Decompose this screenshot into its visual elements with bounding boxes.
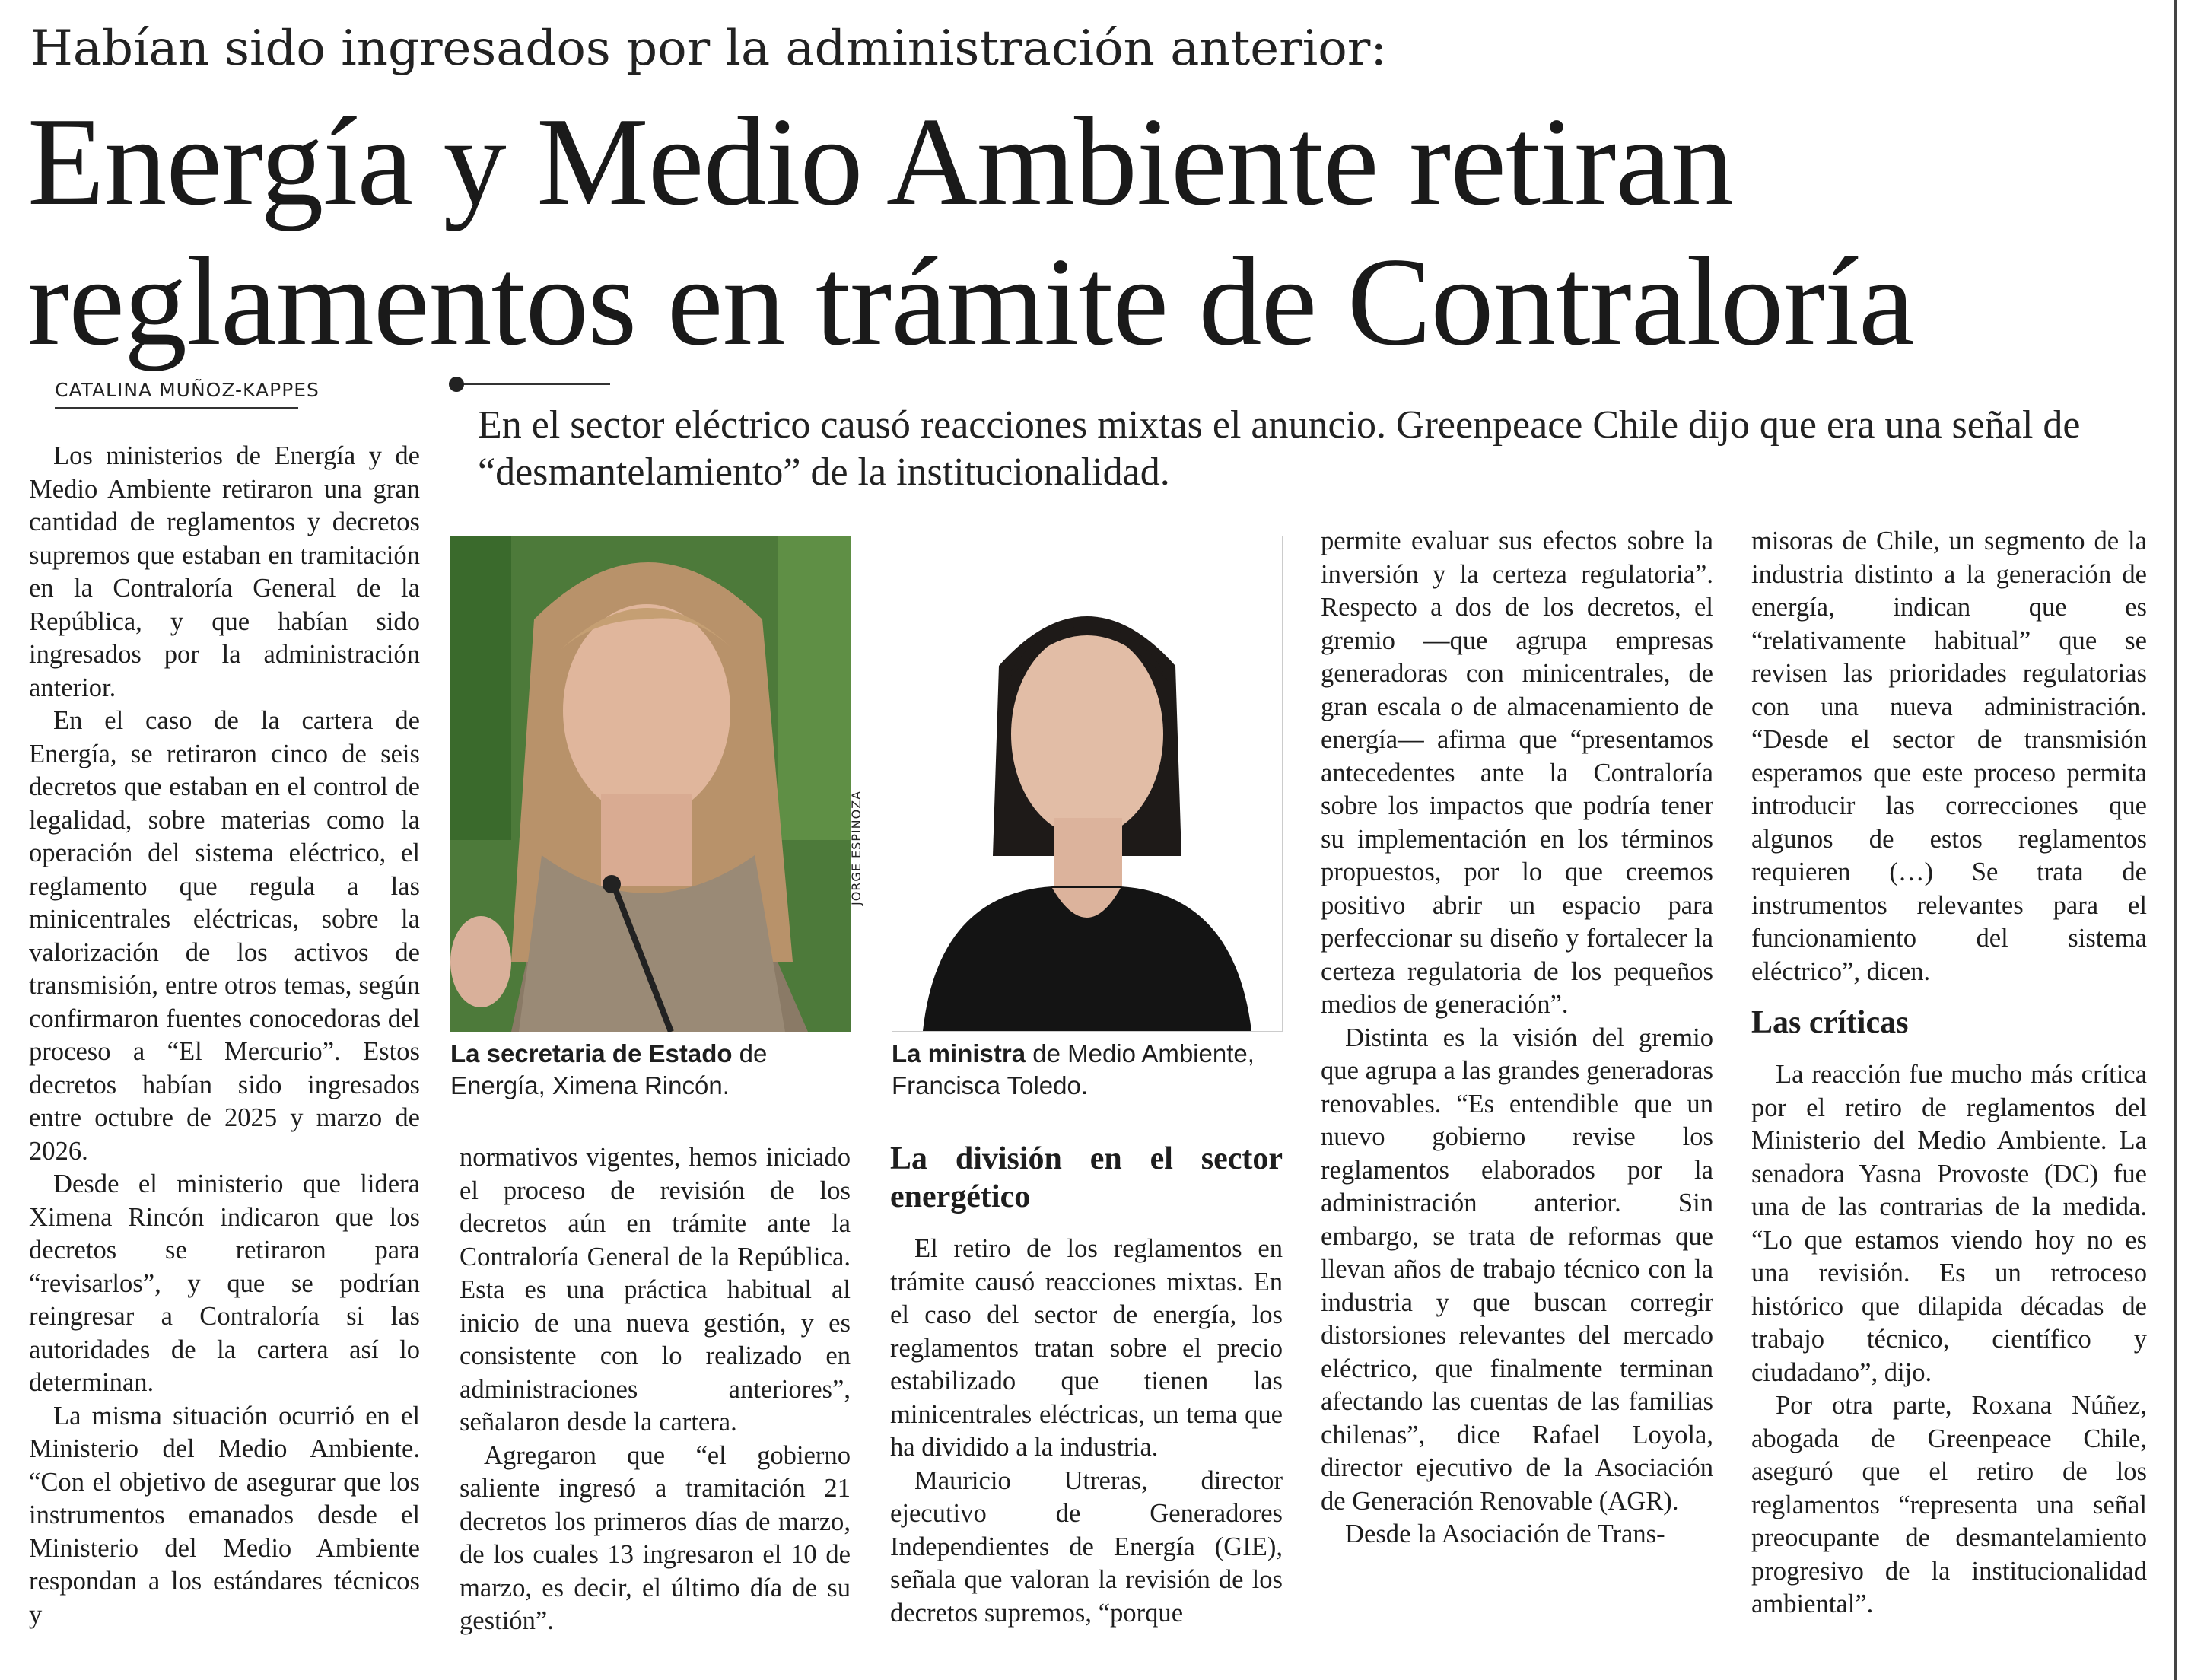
column-1 bbox=[29, 440, 420, 1631]
caption-bold: La ministra bbox=[892, 1039, 1026, 1068]
caption-text: de Medio Ambiente, Francisca Toledo. bbox=[892, 1039, 1255, 1099]
paragraph: Mauricio Utreras, director ejecutivo de Generadores Independientes de Energía (GIE), señala que valoran la revisión de los decretos supremos, “porque bbox=[890, 1465, 1283, 1628]
kicker: Habían sido ingresados por la administración anterior: bbox=[30, 21, 1387, 77]
photo1-caption bbox=[450, 1038, 854, 1102]
paragraph: Agregaron que “el gobierno saliente ingresó a tramitación 21 decretos los primeros días de marzo, de los cuales 13 ingresaron el 10 de marzo, es decir, el último día de su gestión”. bbox=[460, 1440, 851, 1635]
paragraph: En el caso de la cartera de Energía, se retiraron cinco de seis decretos que estaban en el control de legalidad, sobre materias como la operación del sistema eléctrico, el reglamento que regula a las minicentrales eléctricas, sobre la valorización de los activos de transmisión, entre otros temas, según confirmaron fuentes conocedoras del proceso a “El Mercurio”. Estos decretos habían sido ingresados entre octubre de 2025 y marzo de 2026. bbox=[29, 706, 420, 1166]
section-heading: Las críticas bbox=[1751, 1005, 1909, 1040]
column-5 bbox=[1751, 525, 2147, 1621]
paragraph: La misma situación ocurrió en el Ministerio del Medio Ambiente. “Con el objetivo de asegurar que los instrumentos emanados desde el Ministerio del Medio Ambiente respondan a los estándares técnicos y bbox=[29, 1401, 420, 1629]
paragraph: Los ministerios de Energía y de Medio Ambiente retiraron una gran cantidad de reglamentos y decretos supremos que estaban en tramitación en la Contraloría General de la República, y que habían sido ingresados por la administración anterior. bbox=[29, 441, 420, 702]
column-3 bbox=[890, 1140, 1283, 1630]
deck-bullet bbox=[449, 377, 464, 392]
paragraph: Desde el ministerio que lidera Ximena Rincón indicaron que los decretos se retiraron para “revisarlos”, y que se podrían reingresar a Contraloría si las autoridades de la cartera así lo determinan. bbox=[29, 1169, 420, 1397]
paragraph: Distinta es la visión del gremio que agrupa a las grandes generadoras renovables. “Es entendible que un nuevo gobierno revise los reglamentos elaborados por la administración anterior. Sin embargo, se trata de reformas que llevan años de trabajo técnico con la industria y que buscan corregir distorsiones relevantes del mercado eléctrico, que finalmente terminan afectando las cuentas de las familias chilenas”, dice Rafael Loyola, director ejecutivo de la Asociación de Generación Renovable (AGR). bbox=[1321, 1023, 1713, 1516]
deck-rule bbox=[458, 383, 610, 385]
paragraph: normativos vigentes, hemos iniciado el proceso de revisión de los decretos aún en trámite ante la Contraloría General de la República. Esta es una práctica habitual al inicio de una nueva gestión, y es consistente con lo realizado en administraciones anteriores”, señalaron desde la cartera. bbox=[460, 1143, 851, 1437]
photo-ministra bbox=[892, 536, 1283, 1032]
photo2-caption bbox=[892, 1038, 1287, 1102]
caption-text: de Energía, Ximena Rincón. bbox=[450, 1039, 768, 1099]
deck: En el sector eléctrico causó reacciones mixtas el anuncio. Greenpeace Chile dijo que era una señal de “desmantelamiento” de la institucionalidad. bbox=[478, 403, 2081, 494]
photo-credit: JORGE ESPINOZA bbox=[849, 790, 863, 905]
portrait-woman-dark-hair bbox=[892, 536, 1282, 1031]
column-2 bbox=[460, 1141, 851, 1638]
portrait-woman-blonde bbox=[450, 536, 851, 1032]
paragraph: misoras de Chile, un segmento de la industria distinto a la generación de energía, indican que es “relativamente habitual” que se revisen las prioridades regulatorias con una nueva administración. “Desde el sector de transmisión esperamos que este proceso permita introducir las correcciones que algunos de estos reglamentos requieren (…) Se trata de instrumentos relevantes para el funcionamiento del sistema eléctrico”, dicen. bbox=[1751, 527, 2147, 986]
page-edge-rule bbox=[2174, 0, 2177, 1680]
paragraph: Por otra parte, Roxana Núñez, abogada de Greenpeace Chile, aseguró que el retiro de los reglamentos “representa una señal preocupante de desmantelamiento progresivo de la institucionalidad ambiental”. bbox=[1751, 1391, 2147, 1618]
paragraph: Desde la Asociación de Trans- bbox=[1345, 1519, 1665, 1548]
section-heading: La división en el sector energético bbox=[890, 1141, 1283, 1214]
column-4 bbox=[1321, 525, 1713, 1551]
photo-secretaria bbox=[450, 536, 851, 1032]
headline: Energía y Medio Ambiente retiran reglamentos en trámite de Contraloría bbox=[27, 91, 1914, 371]
paragraph: La reacción fue mucho más crítica por el retiro de reglamentos del Ministerio del Medio Ambiente. La senadora Yasna Provoste (DC) fue una de las contrarias de la medida. “Lo que estamos viendo hoy no es una revisión. Es un retroceso histórico que dilapida décadas de trabajo técnico, científico y ciudadano”, dijo. bbox=[1751, 1060, 2147, 1387]
caption-bold: La secretaria de Estado bbox=[450, 1039, 733, 1068]
byline-rule bbox=[55, 407, 298, 409]
paragraph: El retiro de los reglamentos en trámite causó reacciones mixtas. En el caso del sector de energía, los reglamentos tratan sobre el precio estabilizado que tienen las minicentrales eléctricas, un tema que ha dividido a la industria. bbox=[890, 1234, 1283, 1462]
byline: CATALINA MUÑOZ-KAPPES bbox=[55, 379, 320, 401]
paragraph: permite evaluar sus efectos sobre la inversión y la certeza regulatoria”. Respecto a dos de los decretos, el gremio —que agrupa empresas generadoras con minicentrales, de gran escala o de almacenamiento de energía— afirma que “presentamos antecedentes ante la Contraloría sobre los impactos que podría tener su implementación en los términos propuestos, por lo que creemos positivo abrir un espacio para perfeccionar su diseño y fortalecer la certeza regulatoria de los pequeños medios de generación”. bbox=[1321, 527, 1713, 1019]
